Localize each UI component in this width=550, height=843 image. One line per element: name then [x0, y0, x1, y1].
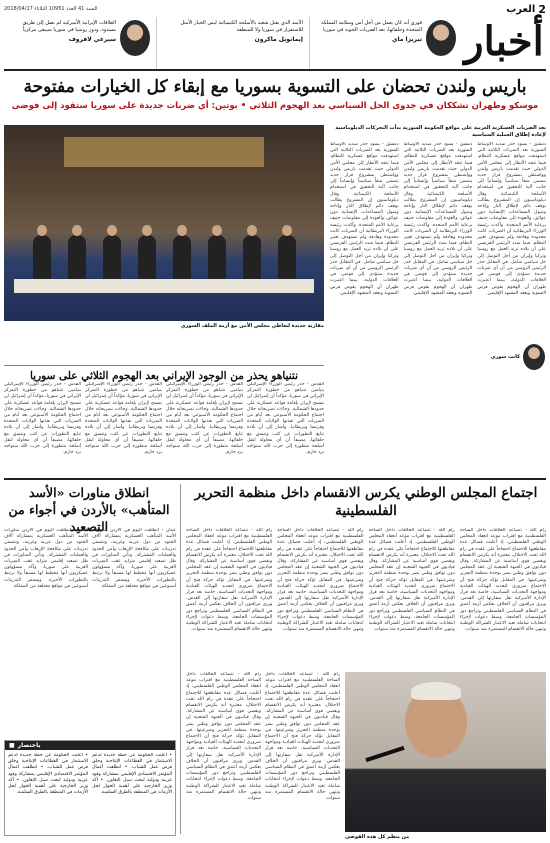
- main-headline: باريس ولندن تحضان على التسوية بسوريا مع إبقاء كل الخيارات مفتوحة: [23, 77, 527, 97]
- teaser-name: سيرغي لافروف: [68, 36, 116, 43]
- plo-story-body-lower: [186, 672, 340, 832]
- plo-col-6: رام الله - تتصاعد الخلافات داخل الساحة الفلسطينية مع اقتراب موعد انعقاد المجلس الوطني الفلسطيني، إذ أعلنت فصائل عدة مقاطعتها للاجتماع احتجاجاً على عقده في رام الله تحت الاحتلال، معتبرة أنه يكرس الانقسام ويقصي قوى أساسية عن المشاركة. وقال قياديون في الجبهة الشعبية إن عقد المجلس دون توافق وطني يضر بوحدة منظمة التحرير وشرعيتها. في المقابل تؤكد حركة فتح أن الاجتماع ضروري لتجديد الهيئات القيادية ومواجهة التحديات السياسية، خاصة بعد قرار الإدارة الأميركية نقل سفارتها إلى القدس. ويرى مراقبون أن الخلاف يعكس أزمة أعمق في النظام السياسي الفلسطيني وتراجع دور المؤسسات الجامعة، وسط دعوات لإجراء انتخابات شاملة تعيد الاعتبار للشراكة الوطنية وتنهي حالة الانقسام المستمرة منذ سنوات.: [186, 672, 261, 802]
- plo-col-4: رام الله - تتصاعد الخلافات داخل الساحة الفلسطينية مع اقتراب موعد انعقاد المجلس الوطني الفلسطيني، إذ أعلنت فصائل عدة مقاطعتها للاجتماع احتجاجاً على عقده في رام الله تحت الاحتلال، معتبرة أنه يكرس الانقسام ويقصي قوى أساسية عن المشاركة. وقال قياديون في الجبهة الشعبية إن عقد المجلس دون توافق وطني يضر بوحدة منظمة التحرير وشرعيتها. في المقابل تؤكد حركة فتح أن الاجتماع ضروري لتجديد الهيئات القيادية ومواجهة التحديات السياسية، خاصة بعد قرار الإدارة الأميركية نقل سفارتها إلى القدس. ويرى مراقبون أن الخلاف يعكس أزمة أعمق في النظام السياسي الفلسطيني وتراجع دور المؤسسات الجامعة، وسط دعوات لإجراء انتخابات شاملة تعيد الاعتبار للشراكة الوطنية وتنهي حالة الانقسام المستمرة منذ سنوات.: [186, 528, 273, 633]
- avatar: [120, 20, 150, 56]
- brand-name: العرب: [506, 3, 536, 15]
- teaser-name: إيمانويل ماكرون: [254, 36, 303, 43]
- briefs-box: [4, 740, 176, 836]
- security-council-photo: [4, 125, 324, 321]
- briefs-col-2: • أعلنت الحكومة عن خطة جديدة لدعم الاستثمار في القطاعات الإنتاجية وخلق فرص عمل للشباب. • انطلقت أعمال المؤتمر الاقتصادي الإقليمي بمشاركة وفود عربية ودولية لبحث سبل التعاون. • أكد وزير الخارجية على أهمية الحوار لحل الأزمات في المنطقة بالطرق السلمية.: [8, 753, 88, 796]
- plo-col-5: رام الله - تتصاعد الخلافات داخل الساحة الفلسطينية مع اقتراب موعد انعقاد المجلس الوطني الفلسطيني، إذ أعلنت فصائل عدة مقاطعتها للاجتماع احتجاجاً على عقده في رام الله تحت الاحتلال، معتبرة أنه يكرس الانقسام ويقصي قوى أساسية عن المشاركة. وقال قياديون في الجبهة الشعبية إن عقد المجلس دون توافق وطني يضر بوحدة منظمة التحرير وشرعيتها. في المقابل تؤكد حركة فتح أن الاجتماع ضروري لتجديد الهيئات القيادية ومواجهة التحديات السياسية، خاصة بعد قرار الإدارة الأميركية نقل سفارتها إلى القدس. ويرى مراقبون أن الخلاف يعكس أزمة أعمق في النظام السياسي الفلسطيني وتراجع دور المؤسسات الجامعة، وسط دعوات لإجراء انتخابات شاملة تعيد الاعتبار للشراكة الوطنية وتنهي حالة الانقسام المستمرة منذ سنوات.: [265, 672, 340, 802]
- teaser-1: [309, 17, 456, 69]
- section-divider: [4, 478, 546, 480]
- abbas-photo-caption: من ينظم كل هذه الفوضى: [345, 834, 410, 840]
- teaser-text: العلاقات الإيرانية الأميركية لم تصل إلى طريق مسدود، ودور روسيا في سوريا سيبقى مركزياً: [22, 20, 116, 33]
- main-lead: بعد الضربات العسكرية الغربية على مواقع الحكومة السورية بدأت التحركات الدبلوماسية لإعادة إطلاق العملية السياسية: [335, 125, 546, 138]
- netanyahu-col-2: القدس - حذر رئيس الوزراء الإسرائيلي بنيامين نتنياهو من خطورة التمركز الإيراني في سوريا، مؤكداً أن إسرائيل لن تسمح لإيران بإقامة قواعد عسكرية على حدودها الشمالية. وجاءت تصريحاته خلال اجتماع الحكومة الأسبوعي بعد أيام من الضربات التي نفذتها الولايات المتحدة وفرنسا وبريطانيا. وأشار إلى أن بلاده تتابع التطورات عن كثب وتنسق مع حلفائها، مضيفاً أن أي محاولة لنقل أسلحة متطورة إلى حزب الله ستواجه برد حازم.: [166, 382, 243, 456]
- teaser-text: فوزي أنه كان يعمل من أجل أمن وسلامة المملكة المتحدة وحلفائها، بعد الضربات الجوية في سوريا: [321, 20, 422, 33]
- briefs-col-1: • أعلنت الحكومة عن خطة جديدة لدعم الاستثمار في القطاعات الإنتاجية وخلق فرص عمل للشباب. • انطلقت أعمال المؤتمر الاقتصادي الإقليمي بمشاركة وفود عربية ودولية لبحث سبل التعاون. • أكد وزير الخارجية على أهمية الحوار لحل الأزمات في المنطقة بالطرق السلمية.: [92, 753, 172, 796]
- briefs-title: باختصار: [17, 742, 41, 749]
- teaser-3: [4, 17, 150, 69]
- section-title: أخبار: [464, 18, 544, 65]
- masthead: [4, 3, 546, 15]
- main-body-col-1: دمشق - يسود حذر شديد الأوساط السورية بعد الضربات الثلاثية التي استهدفت مواقع عسكرية للنظام، فيما تتجه الأنظار إلى مجلس الأمن الدولي حيث تقدمت باريس ولندن وواشنطن بمشروع قرار جديد يتضمن شقاً سياسياً وإنسانياً إلى جانب آلية للتحقيق في استخدام الأسلحة الكيميائية. وقال دبلوماسيون إن المشروع يطالب بوقف دائم لإطلاق النار وإتاحة وصول المساعدات الإنسانية دون عوائق، والعودة إلى مفاوضات جنيف برعاية الأمم المتحدة. وأكدت رئيسة الوزراء البريطانية أن الضربات كانت محدودة وهادفة ولم تستهدف تغيير النظام، فيما شدد الرئيس الفرنسي على أن بلاده تريد العمل مع روسيا وتركيا وإيران من أجل التوصل إلى حل سياسي شامل. في المقابل حذر الرئيس الروسي من أن أي ضربات جديدة ستؤدي إلى فوضى في العلاقات الدولية، بينما اعتبرت طهران أن الهجوم يقوض فرص التسوية ويعقد المشهد الإقليمي.: [477, 142, 546, 296]
- abbas-photo: [345, 672, 546, 832]
- page-header: [4, 17, 546, 71]
- briefs-icon: ■: [9, 742, 15, 749]
- brand: [506, 3, 546, 16]
- plo-col-2: رام الله - تتصاعد الخلافات داخل الساحة الفلسطينية مع اقتراب موعد انعقاد المجلس الوطني الفلسطيني، إذ أعلنت فصائل عدة مقاطعتها للاجتماع احتجاجاً على عقده في رام الله تحت الاحتلال، معتبرة أنه يكرس الانقسام ويقصي قوى أساسية عن المشاركة. وقال قياديون في الجبهة الشعبية إن عقد المجلس دون توافق وطني يضر بوحدة منظمة التحرير وشرعيتها. في المقابل تؤكد حركة فتح أن الاجتماع ضروري لتجديد الهيئات القيادية ومواجهة التحديات السياسية، خاصة بعد قرار الإدارة الأميركية نقل سفارتها إلى القدس. ويرى مراقبون أن الخلاف يعكس أزمة أعمق في النظام السياسي الفلسطيني وتراجع دور المؤسسات الجامعة، وسط دعوات لإجراء انتخابات شاملة تعيد الاعتبار للشراكة الوطنية وتنهي حالة الانقسام المستمرة منذ سنوات.: [368, 528, 455, 633]
- column-separator: [180, 484, 181, 834]
- author-box: [460, 344, 545, 370]
- main-story-header: [4, 76, 546, 111]
- issue-info: السنة 41 العدد 10951 الثلاثاء 2018/04/17: [4, 6, 98, 12]
- teaser-name: تيريزا ماي: [391, 36, 422, 43]
- netanyahu-headline: نتنياهو يحذر من الوجود الإيراني بعد الهجوم الثلاثي على سوريا: [4, 365, 324, 382]
- plo-headline: اجتماع المجلس الوطني يكرس الانقسام داخل منظمة التحرير الفلسطينية: [194, 485, 538, 519]
- main-photo-caption: مقاربة جديدة لتعاطي مجلس الأمن مع أزمة الملف السوري: [180, 323, 324, 329]
- main-subhead: موسكو وطهران تشككان في جدوى الحل السياسي بعد الهجوم الثلاثي • بوتين: أي ضربات جديدة على سوريا ستقود إلى فوضى: [11, 101, 539, 111]
- lion-story-body: [4, 528, 176, 736]
- plo-col-1: رام الله - تتصاعد الخلافات داخل الساحة الفلسطينية مع اقتراب موعد انعقاد المجلس الوطني الفلسطيني، إذ أعلنت فصائل عدة مقاطعتها للاجتماع احتجاجاً على عقده في رام الله تحت الاحتلال، معتبرة أنه يكرس الانقسام ويقصي قوى أساسية عن المشاركة. وقال قياديون في الجبهة الشعبية إن عقد المجلس دون توافق وطني يضر بوحدة منظمة التحرير وشرعيتها. في المقابل تؤكد حركة فتح أن الاجتماع ضروري لتجديد الهيئات القيادية ومواجهة التحديات السياسية، خاصة بعد قرار الإدارة الأميركية نقل سفارتها إلى القدس. ويرى مراقبون أن الخلاف يعكس أزمة أعمق في النظام السياسي الفلسطيني وتراجع دور المؤسسات الجامعة، وسط دعوات لإجراء انتخابات شاملة تعيد الاعتبار للشراكة الوطنية وتنهي حالة الانقسام المستمرة منذ سنوات.: [459, 528, 546, 633]
- plo-story-body: [186, 528, 546, 668]
- teaser-text: الأسد الذي يقتل شعبه بالأسلحة الكيميائية ليس الخيار الأمثل للاستقرار في سوريا ولا للمنطقة: [180, 20, 303, 33]
- author-label: كاتب سوري: [490, 354, 520, 360]
- avatar: [426, 20, 456, 56]
- netanyahu-col-3: القدس - حذر رئيس الوزراء الإسرائيلي بنيامين نتنياهو من خطورة التمركز الإيراني في سوريا، مؤكداً أن إسرائيل لن تسمح لإيران بإقامة قواعد عسكرية على حدودها الشمالية. وجاءت تصريحاته خلال اجتماع الحكومة الأسبوعي بعد أيام من الضربات التي نفذتها الولايات المتحدة وفرنسا وبريطانيا. وأشار إلى أن بلاده تتابع التطورات عن كثب وتنسق مع حلفائها، مضيفاً أن أي محاولة لنقل أسلحة متطورة إلى حزب الله ستواجه برد حازم.: [85, 382, 162, 456]
- teaser-2: [156, 17, 303, 69]
- main-body-col-3: دمشق - يسود حذر شديد الأوساط السورية بعد الضربات الثلاثية التي استهدفت مواقع عسكرية للنظام، فيما تتجه الأنظار إلى مجلس الأمن الدولي حيث تقدمت باريس ولندن وواشنطن بمشروع قرار جديد يتضمن شقاً سياسياً وإنسانياً إلى جانب آلية للتحقيق في استخدام الأسلحة الكيميائية. وقال دبلوماسيون إن المشروع يطالب بوقف دائم لإطلاق النار وإتاحة وصول المساعدات الإنسانية دون عوائق، والعودة إلى مفاوضات جنيف برعاية الأمم المتحدة. وأكدت رئيسة الوزراء البريطانية أن الضربات كانت محدودة وهادفة ولم تستهدف تغيير النظام، فيما شدد الرئيس الفرنسي على أن بلاده تريد العمل مع روسيا وتركيا وإيران من أجل التوصل إلى حل سياسي شامل. في المقابل حذر الرئيس الروسي من أن أي ضربات جديدة ستؤدي إلى فوضى في العلاقات الدولية، بينما اعتبرت طهران أن الهجوم يقوض فرص التسوية ويعقد المشهد الإقليمي.: [329, 142, 399, 296]
- main-story-body: [330, 125, 546, 375]
- plo-col-3: رام الله - تتصاعد الخلافات داخل الساحة الفلسطينية مع اقتراب موعد انعقاد المجلس الوطني الفلسطيني، إذ أعلنت فصائل عدة مقاطعتها للاجتماع احتجاجاً على عقده في رام الله تحت الاحتلال، معتبرة أنه يكرس الانقسام ويقصي قوى أساسية عن المشاركة. وقال قياديون في الجبهة الشعبية إن عقد المجلس دون توافق وطني يضر بوحدة منظمة التحرير وشرعيتها. في المقابل تؤكد حركة فتح أن الاجتماع ضروري لتجديد الهيئات القيادية ومواجهة التحديات السياسية، خاصة بعد قرار الإدارة الأميركية نقل سفارتها إلى القدس. ويرى مراقبون أن الخلاف يعكس أزمة أعمق في النظام السياسي الفلسطيني وتراجع دور المؤسسات الجامعة، وسط دعوات لإجراء انتخابات شاملة تعيد الاعتبار للشراكة الوطنية وتنهي حالة الانقسام المستمرة منذ سنوات.: [277, 528, 364, 633]
- netanyahu-col-4: القدس - حذر رئيس الوزراء الإسرائيلي بنيامين نتنياهو من خطورة التمركز الإيراني في سوريا، مؤكداً أن إسرائيل لن تسمح لإيران بإقامة قواعد عسكرية على حدودها الشمالية. وجاءت تصريحاته خلال اجتماع الحكومة الأسبوعي بعد أيام من الضربات التي نفذتها الولايات المتحدة وفرنسا وبريطانيا. وأشار إلى أن بلاده تتابع التطورات عن كثب وتنسق مع حلفائها، مضيفاً أن أي محاولة لنقل أسلحة متطورة إلى حزب الله ستواجه برد حازم.: [4, 382, 81, 456]
- author-avatar: [523, 344, 545, 370]
- lion-headline: انطلاق مناورات «الأسد المتأهب» بالأردن في أجواء من التصعيد: [8, 485, 170, 534]
- netanyahu-col-1: القدس - حذر رئيس الوزراء الإسرائيلي بنيامين نتنياهو من خطورة التمركز الإيراني في سوريا، مؤكداً أن إسرائيل لن تسمح لإيران بإقامة قواعد عسكرية على حدودها الشمالية. وجاءت تصريحاته خلال اجتماع الحكومة الأسبوعي بعد أيام من الضربات التي نفذتها الولايات المتحدة وفرنسا وبريطانيا. وأشار إلى أن بلاده تتابع التطورات عن كثب وتنسق مع حلفائها، مضيفاً أن أي محاولة لنقل أسلحة متطورة إلى حزب الله ستواجه برد حازم.: [247, 382, 324, 456]
- main-body-col-2: دمشق - يسود حذر شديد الأوساط السورية بعد الضربات الثلاثية التي استهدفت مواقع عسكرية للنظام، فيما تتجه الأنظار إلى مجلس الأمن الدولي حيث تقدمت باريس ولندن وواشنطن بمشروع قرار جديد يتضمن شقاً سياسياً وإنسانياً إلى جانب آلية للتحقيق في استخدام الأسلحة الكيميائية. وقال دبلوماسيون إن المشروع يطالب بوقف دائم لإطلاق النار وإتاحة وصول المساعدات الإنسانية دون عوائق، والعودة إلى مفاوضات جنيف برعاية الأمم المتحدة. وأكدت رئيسة الوزراء البريطانية أن الضربات كانت محدودة وهادفة ولم تستهدف تغيير النظام، فيما شدد الرئيس الفرنسي على أن بلاده تريد العمل مع روسيا وتركيا وإيران من أجل التوصل إلى حل سياسي شامل. في المقابل حذر الرئيس الروسي من أن أي ضربات جديدة ستؤدي إلى فوضى في العلاقات الدولية، بينما اعتبرت طهران أن الهجوم يقوض فرص التسوية ويعقد المشهد الإقليمي.: [403, 142, 473, 296]
- lion-col-1: عمان - انطلقت اليوم في الأردن مناورات الأسد المتأهب العسكرية بمشاركة آلاف الجنود من دول عربية وغربية، وتتضمن تدريبات على مكافحة الإرهاب وأمن الحدود والعمليات المشتركة. وتأتي المناورات في ظل تصعيد إقليمي متزايد عقب الضربات الغربية على سوريا، وأكد مسؤولون عسكريون أنها مخطط لها مسبقاً ولا ترتبط بالتطورات الأخيرة. وتستمر التدريبات أسبوعين في مواقع مختلفة من المملكة.: [92, 528, 176, 589]
- lion-col-2: عمان - انطلقت اليوم في الأردن مناورات الأسد المتأهب العسكرية بمشاركة آلاف الجنود من دول عربية وغربية، وتتضمن تدريبات على مكافحة الإرهاب وأمن الحدود والعمليات المشتركة. وتأتي المناورات في ظل تصعيد إقليمي متزايد عقب الضربات الغربية على سوريا، وأكد مسؤولون عسكريون أنها مخطط لها مسبقاً ولا ترتبط بالتطورات الأخيرة. وتستمر التدريبات أسبوعين في مواقع مختلفة من المملكة.: [4, 528, 88, 589]
- page-number: 2: [538, 2, 546, 16]
- netanyahu-story-body: [4, 382, 324, 460]
